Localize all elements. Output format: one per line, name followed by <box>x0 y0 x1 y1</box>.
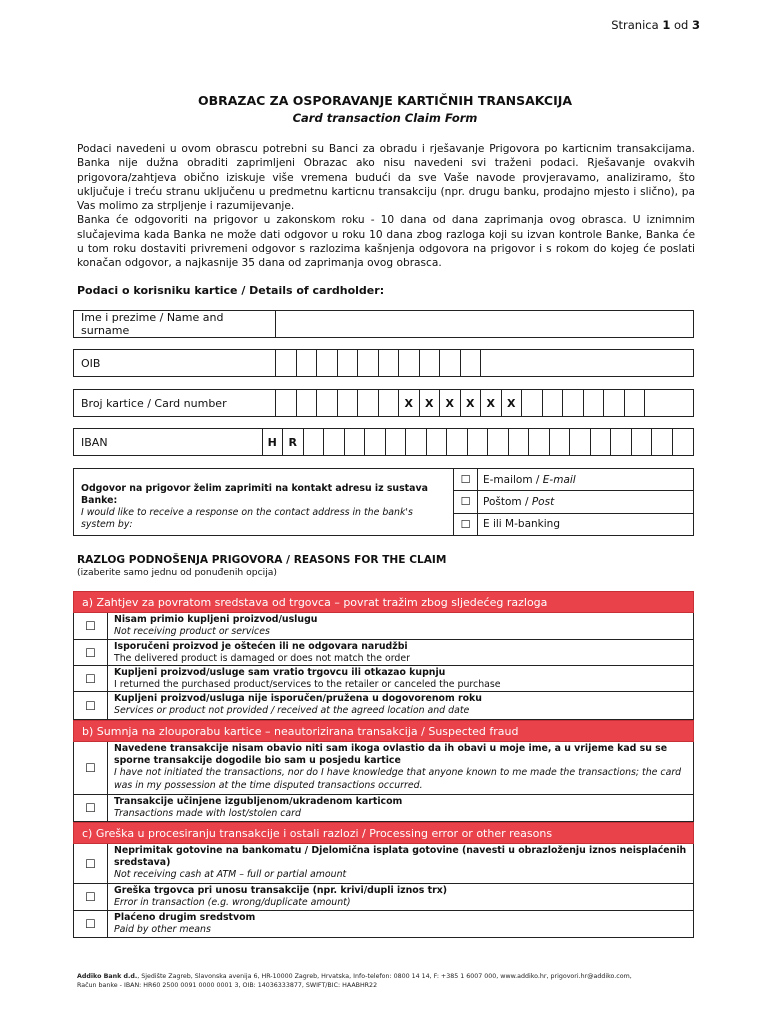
card-cell[interactable] <box>522 390 543 416</box>
checkbox[interactable]: ☐ <box>74 911 108 937</box>
page-sep: od <box>673 18 689 32</box>
reason-en: Not receiving cash at ATM – full or partial amount <box>114 869 347 881</box>
iban-cell[interactable] <box>365 429 386 455</box>
contact-option-hr: E ili M-banking <box>483 518 560 531</box>
reason-row[interactable] <box>73 692 694 720</box>
oib-cell[interactable] <box>379 350 400 376</box>
oib-field-row <box>73 349 694 377</box>
iban-cell[interactable] <box>406 429 427 455</box>
card-mask-cell: X <box>420 390 441 416</box>
card-mask-cell: X <box>502 390 523 416</box>
oib-cell[interactable] <box>399 350 420 376</box>
checkbox[interactable]: ☐ <box>74 742 108 794</box>
card-cell[interactable] <box>645 390 693 416</box>
iban-cell[interactable] <box>652 429 673 455</box>
checkbox[interactable]: ☐ <box>74 884 108 910</box>
oib-cell[interactable] <box>297 350 318 376</box>
footer-company: Addiko Bank d.d. <box>77 973 138 980</box>
reason-row[interactable] <box>73 844 694 884</box>
name-field-row <box>73 310 694 338</box>
contact-option-email[interactable] <box>454 469 693 491</box>
oib-cell[interactable] <box>317 350 338 376</box>
intro-paragraph-2: Banka će odgovoriti na prigovor u zakonskom roku - 10 dana od dana zaprimanja ovog obrasca. U iznimnim slučajevima kada Banka ne može dati odgovor u roku 10 dana zbog razloga koji su izvan kontrole Banke, Banka će u tom roku dostaviti privremeni odgovor s razlozima kašnjenja odgovora na prigovor i s rokom do kojeg će poslati konačan odgovor, a najkasnije 35 dana od zaprimanja ovog obrasca. <box>77 214 695 270</box>
oib-cells[interactable] <box>276 350 693 376</box>
reason-hr: Isporučeni proizvod je oštećen ili ne odgovara narudžbi <box>114 641 408 652</box>
form-title: OBRAZAC ZA OSPORAVANJE KARTIČNIH TRANSAKCIJA <box>197 93 573 108</box>
iban-cell[interactable] <box>529 429 550 455</box>
card-cell[interactable] <box>276 390 297 416</box>
reason-en: Error in transaction (e.g. wrong/duplicate amount) <box>114 897 351 909</box>
reason-en: Not receiving product or services <box>114 626 270 638</box>
checkbox[interactable]: ☐ <box>454 514 478 535</box>
contact-options <box>454 469 693 535</box>
contact-option-hr: E-mailom / <box>483 473 543 486</box>
intro-text <box>77 142 695 271</box>
contact-option-en: E-mail <box>542 473 576 486</box>
form-subtitle: Card transaction Claim Form <box>292 111 478 125</box>
oib-cell[interactable] <box>338 350 359 376</box>
card-cell[interactable] <box>297 390 318 416</box>
oib-cell[interactable] <box>276 350 297 376</box>
card-mask-cell: X <box>440 390 461 416</box>
contact-preference <box>73 468 694 536</box>
footer <box>77 972 697 990</box>
checkbox[interactable]: ☐ <box>454 491 478 512</box>
oib-label: OIB <box>74 350 276 376</box>
reason-en: Transactions made with lost/stolen card <box>114 808 301 820</box>
card-cell[interactable] <box>358 390 379 416</box>
card-cell[interactable] <box>584 390 605 416</box>
contact-option-post[interactable] <box>454 491 693 513</box>
reason-row[interactable] <box>73 666 694 692</box>
reason-row[interactable] <box>73 884 694 911</box>
oib-cell[interactable] <box>358 350 379 376</box>
contact-label-en: I would like to receive a response on the contact address in the bank's system by: <box>81 507 413 530</box>
iban-cell[interactable] <box>673 429 694 455</box>
oib-cell[interactable] <box>440 350 461 376</box>
page-current: 1 <box>662 18 671 32</box>
iban-cell[interactable] <box>488 429 509 455</box>
reason-en: I have not initiated the transactions, nor do I have knowledge that anyone known to me made the transactions; the card was in my possession at the time disputed transactions occurred. <box>114 767 682 791</box>
reason-hr: Kupljeni proizvod/usluga nije isporučen/pružena u dogovorenom roku <box>114 693 482 704</box>
card-cell[interactable] <box>625 390 646 416</box>
card-mask-cell: X <box>461 390 482 416</box>
footer-line-2: Račun banke - IBAN: HR60 2500 0091 0000 0001 3, OIB: 14036333877, SWIFT/BIC: HAABHR22 <box>77 982 378 989</box>
card-cell[interactable] <box>379 390 400 416</box>
iban-cell[interactable] <box>386 429 407 455</box>
reason-hr: Navedene transakcije nisam obavio niti sam ikoga ovlastio da ih obavi u moje ime, a u vrijeme kad su se sporne transakcije dogodile bio sam u posjedu kartice <box>114 743 668 767</box>
contact-label-hr: Odgovor na prigovor želim zaprimiti na kontakt adresu iz sustava Banke: <box>81 483 428 506</box>
reason-en: Paid by other means <box>114 924 211 936</box>
card-cell[interactable] <box>604 390 625 416</box>
iban-label: IBAN <box>74 429 263 455</box>
section-b-band: b) Sumnja na zlouporabu kartice – neautorizirana transakcija / Suspected fraud <box>73 720 694 742</box>
card-cells[interactable] <box>276 390 693 416</box>
section-a-band: a) Zahtjev za povratom sredstava od trgovca – povrat tražim zbog sljedećeg razloga <box>73 591 694 613</box>
iban-cells[interactable] <box>263 429 694 455</box>
reason-hr: Greška trgovca pri unosu transakcije (npr. krivi/dupli iznos trx) <box>114 885 448 896</box>
footer-address: , Sjedište Zagreb, Slavonska avenija 6, HR-10000 Zagreb, Hrvatska, Info-telefon: 0800 14 14, F: +385 1 6007 000, www.addiko.hr, prigovori.hr@addiko.com, <box>137 973 632 980</box>
reason-row[interactable] <box>73 613 694 640</box>
page-total: 3 <box>691 18 700 32</box>
iban-cell[interactable] <box>611 429 632 455</box>
name-label: Ime i prezime / Name and surname <box>74 311 276 337</box>
reasons-heading: RAZLOG PODNOŠENJA PRIGOVORA / REASONS FOR THE CLAIM <box>77 554 447 566</box>
card-cell[interactable] <box>317 390 338 416</box>
iban-cell[interactable] <box>632 429 653 455</box>
iban-cell[interactable] <box>550 429 571 455</box>
card-label: Broj kartice / Card number <box>74 390 276 416</box>
iban-cell[interactable] <box>304 429 325 455</box>
reason-row[interactable] <box>73 795 694 822</box>
oib-cell[interactable] <box>481 350 693 376</box>
checkbox[interactable]: ☐ <box>74 666 108 691</box>
page-number <box>600 18 700 32</box>
reason-hr: Transakcije učinjene izgubljenom/ukradenom karticom <box>114 796 403 807</box>
checkbox[interactable]: ☐ <box>74 613 108 639</box>
contact-option-banking[interactable] <box>454 514 693 535</box>
iban-prefix-cell: H <box>263 429 284 455</box>
iban-field-row <box>73 428 694 456</box>
reason-row[interactable] <box>73 640 694 666</box>
card-mask-cell: X <box>481 390 502 416</box>
page-prefix: Stranica <box>611 18 659 32</box>
reason-en: I returned the purchased product/services to the retailer or canceled the purchase <box>114 679 501 691</box>
reason-hr: Neprimitak gotovine na bankomatu / Djelomična isplata gotovine (navesti u obrazloženju iznos neisplaćenih sredstava) <box>114 845 687 869</box>
card-cell[interactable] <box>338 390 359 416</box>
iban-cell[interactable] <box>324 429 345 455</box>
checkbox[interactable]: ☐ <box>74 795 108 821</box>
iban-cell[interactable] <box>591 429 612 455</box>
iban-cell[interactable] <box>345 429 366 455</box>
reason-hr: Nisam primio kupljeni proizvod/uslugu <box>114 614 318 625</box>
iban-cell[interactable] <box>468 429 489 455</box>
checkbox[interactable]: ☐ <box>454 469 478 490</box>
reason-en: The delivered product is damaged or does not match the order <box>114 653 410 665</box>
reasons-subheading: (izaberite samo jednu od ponuđenih opcija) <box>77 567 277 578</box>
oib-cell[interactable] <box>420 350 441 376</box>
name-input[interactable] <box>276 311 693 337</box>
card-field-row <box>73 389 694 417</box>
reason-hr: Kupljeni proizvod/usluge sam vratio trgovcu ili otkazao kupnju <box>114 667 446 678</box>
card-cell[interactable] <box>543 390 564 416</box>
iban-prefix-cell: R <box>283 429 304 455</box>
checkbox[interactable]: ☐ <box>74 692 108 719</box>
iban-cell[interactable] <box>447 429 468 455</box>
reason-hr: Plaćeno drugim sredstvom <box>114 912 256 923</box>
contact-label <box>74 469 454 535</box>
reason-en: Services or product not provided / received at the agreed location and date <box>114 705 470 717</box>
section-c-band: c) Greška u procesiranju transakcije i ostali razlozi / Processing error or other reasons <box>73 822 694 844</box>
card-cell[interactable] <box>563 390 584 416</box>
card-mask-cell: X <box>399 390 420 416</box>
contact-option-en: Post <box>531 495 555 508</box>
reason-row[interactable] <box>73 911 694 938</box>
cardholder-heading: Podaci o korisniku kartice / Details of cardholder: <box>77 284 385 297</box>
intro-paragraph-1: Podaci navedeni u ovom obrascu potrebni su Banci za obradu i rješavanje Prigovora po karticnim transakcijama. Banka nije dužna obraditi zaprimljeni Obrazac ako nisu navedeni svi traženi podaci. Rješavanje ovakvih prigovora/zahtjeva obično iziskuje više vremena budući da sve Vaše navode provjeravamo, analiziramo, što uključuje i treću stranu uključenu u predmetnu karticnu transakciju (npr. drugu banku, prodajno mjesto i slično), pa Vas molimo za strpljenje i razumijevanje. <box>77 143 695 213</box>
iban-cell[interactable] <box>509 429 530 455</box>
checkbox[interactable]: ☐ <box>74 640 108 665</box>
iban-cell[interactable] <box>570 429 591 455</box>
iban-cell[interactable] <box>427 429 448 455</box>
footer-line-1 <box>77 972 697 981</box>
checkbox[interactable]: ☐ <box>74 844 108 883</box>
oib-cell[interactable] <box>461 350 482 376</box>
contact-option-hr: Poštom / <box>483 495 532 508</box>
reason-row[interactable] <box>73 742 694 795</box>
